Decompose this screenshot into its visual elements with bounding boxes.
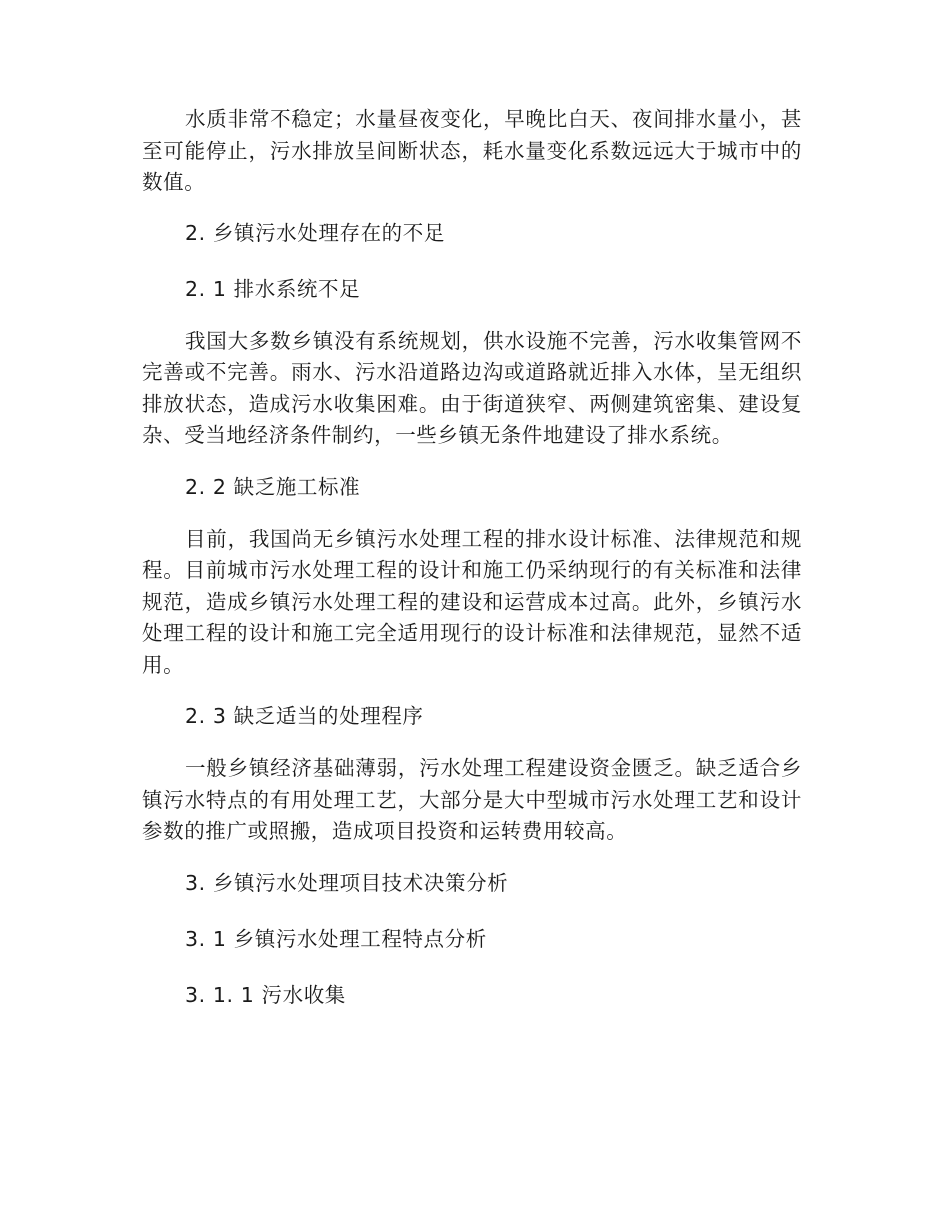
heading-section-2-3: 2. 3 缺乏适当的处理程序	[185, 704, 424, 728]
document-body	[142, 104, 802, 1032]
heading-section-2-1: 2. 1 排水系统不足	[185, 276, 361, 301]
heading-section-3-1: 3. 1 乡镇污水处理工程特点分析	[185, 926, 487, 951]
heading-section-2-2: 2. 2 缺乏施工标准	[185, 474, 361, 499]
paragraph-construction-standards: 目前，我国尚无乡镇污水处理工程的排水设计标准、法律规范和规程。目前城市污水处理工程的设计和施工仍采纳现行的有关标准和法律规范，造成乡镇污水处理工程的建设和运营成本过高。此外，乡镇污水处理工程的设计和施工完全适用现行的设计标准和法律规范，显然不适用。	[142, 526, 802, 677]
heading-section-3: 3. 乡镇污水处理项目技术决策分析	[185, 870, 509, 895]
paragraph-water-quality: 水质非常不稳定；水量昼夜变化，早晚比白天、夜间排水量小，甚至可能停止，污水排放呈间断状态，耗水量变化系数远远大于城市中的数值。	[142, 107, 802, 194]
paragraph-treatment-process: 一般乡镇经济基础薄弱，污水处理工程建设资金匮乏。缺乏适合乡镇污水特点的有用处理工艺，大部分是大中型城市污水处理工艺和设计参数的推广或照搬，造成项目投资和运转费用较高。	[142, 756, 802, 843]
paragraph-drainage-system: 我国大多数乡镇没有系统规划，供水设施不完善，污水收集管网不完善或不完善。雨水、污水沿道路边沟或道路就近排入水体，呈无组织排放状态，造成污水收集困难。由于街道狭窄、两侧建筑密集、建设复杂、受当地经济条件制约，一些乡镇无条件地建设了排水系统。	[142, 328, 802, 447]
heading-section-3-1-1: 3. 1. 1 污水收集	[185, 982, 346, 1007]
heading-section-2: 2. 乡镇污水处理存在的不足	[185, 220, 445, 245]
